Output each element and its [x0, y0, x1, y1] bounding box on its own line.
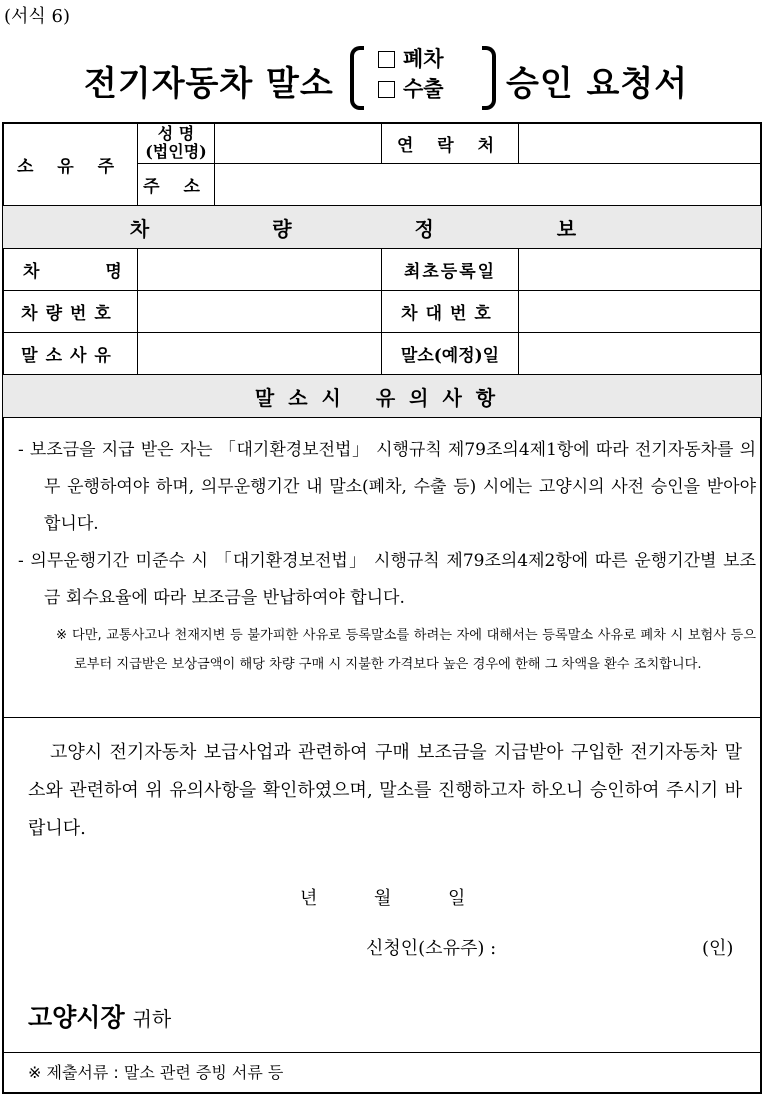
notice-footnote: ※ 다만, 교통사고나 천재지변 등 불가피한 사유로 등록말소를 하려는 자에 대해서는 등록말소 사유로 폐차 시 보험사 등으로부터 지급받은 보상금액이 해당 차량 구매 시 지불한 가격보다 높은 경우에 한해 그 차액을 환수 조치합니다. [56, 628, 756, 672]
address-label: 주 소 [137, 163, 215, 206]
first-registration-label: 최초등록일 [381, 248, 519, 291]
car-name-label [2, 248, 138, 291]
disposal-reason-label: 말소사유 [2, 332, 138, 375]
footer-divider [2, 1052, 762, 1053]
car-name-label-text: 차 명 [23, 262, 122, 282]
recipient [28, 998, 171, 1034]
owner-name-field[interactable] [214, 122, 382, 164]
form-number: (서식 6) [4, 6, 70, 27]
notice-item-1: - 보조금을 지급 받은 자는 「대기환경보전법」 시행규칙 제79조의4제1항에 따라 전기자동차를 의무 운행하여야 하며, 의무운행기간 내 말소(폐차, 수출 등) 시에는 고양시의 사전 승인을 받아야 합니다. [18, 440, 756, 534]
disposal-date-field[interactable] [518, 332, 762, 375]
disposal-date-label: 말소(예정)일 [381, 332, 519, 375]
date-year-label: 년 [300, 888, 318, 909]
recipient-suffix: 귀하 [132, 1007, 172, 1031]
date-month-label: 월 [374, 888, 392, 909]
title-before: 전기자동차 말소 [84, 64, 334, 104]
checkbox-scrap[interactable] [378, 51, 395, 68]
contact-field[interactable] [518, 122, 762, 164]
seal-label: (인) [702, 938, 734, 959]
checkbox-export[interactable] [378, 81, 395, 98]
vehicle-info-header: 차 량 정 보 [2, 205, 762, 249]
option-scrap[interactable] [378, 44, 444, 74]
date-day-label: 일 [448, 888, 466, 909]
plate-number-field[interactable] [137, 290, 382, 333]
form-title [0, 40, 764, 112]
disposal-reason-field[interactable] [137, 332, 382, 375]
section-divider [2, 717, 762, 718]
first-registration-field[interactable] [518, 248, 762, 291]
owner-section-label: 소 유 주 [2, 122, 138, 206]
notice-item-2: - 의무운행기간 미준수 시 「대기환경보전법」 시행규칙 제79조의4제2항에 따른 운행기간별 보조금 회수요율에 따라 보조금을 반납하여야 합니다. [18, 551, 756, 608]
right-bracket [482, 46, 496, 110]
owner-name-label: 성 명 (법인명) [137, 122, 215, 164]
disposal-type-options [378, 44, 444, 104]
notice-content [18, 432, 756, 679]
option-scrap-label: 폐차 [403, 47, 444, 71]
applicant-label: 신청인(소유주) : [366, 938, 497, 959]
address-field[interactable] [214, 163, 762, 206]
contact-label: 연 락 처 [381, 122, 519, 164]
recipient-name: 고양시장 [28, 1003, 125, 1032]
option-export[interactable] [378, 74, 444, 104]
vin-field[interactable] [518, 290, 762, 333]
required-documents-note: ※ 제출서류 : 말소 관련 증빙 서류 등 [28, 1063, 284, 1082]
car-name-field[interactable] [137, 248, 382, 291]
option-export-label: 수출 [403, 77, 444, 101]
left-bracket [350, 46, 364, 110]
notice-header: 말소시 유의사항 [2, 374, 762, 418]
title-after: 승인 요청서 [506, 64, 689, 104]
declaration-text: 고양시 전기자동차 보급사업과 관련하여 구매 보조금을 지급받아 구입한 전기자동차 말소와 관련하여 위 유의사항을 확인하였으며, 말소를 진행하고자 하오니 승인하여 주시기 바랍니다. [28, 742, 742, 839]
vin-label: 차대번호 [381, 290, 519, 333]
plate-number-label: 차량번호 [2, 290, 138, 333]
